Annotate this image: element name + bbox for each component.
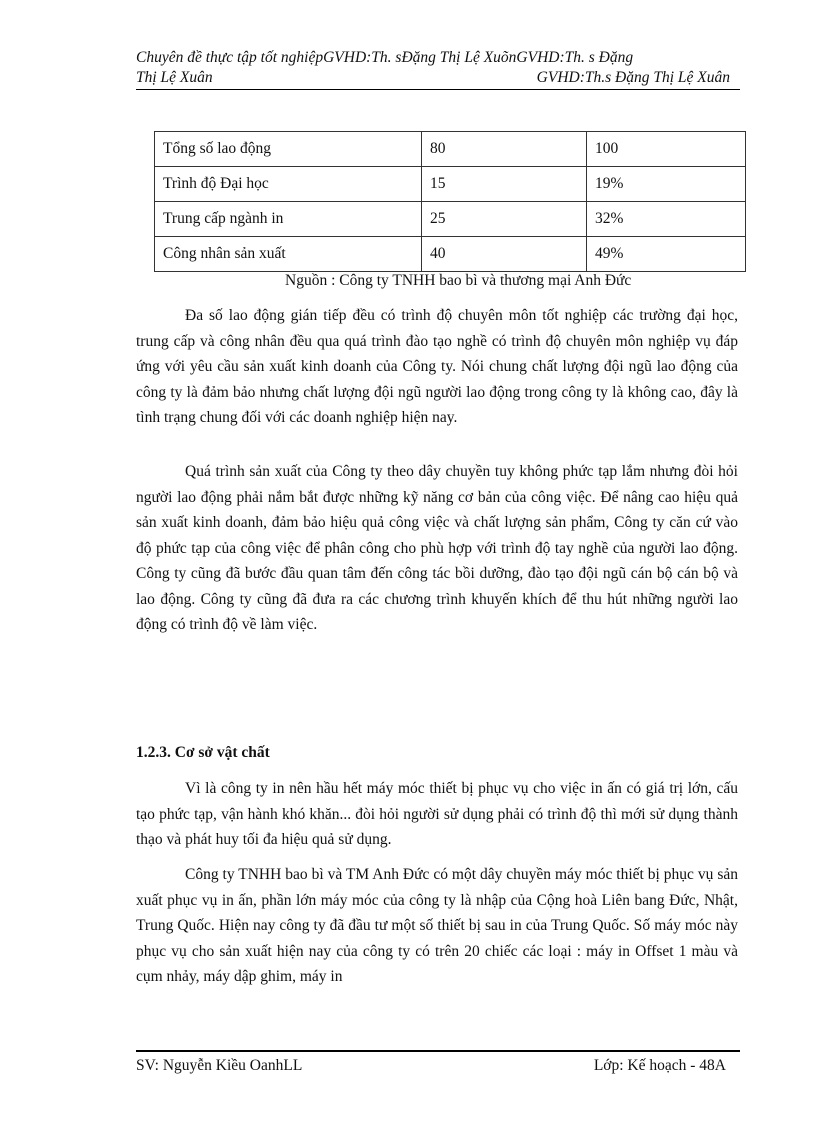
table-row bbox=[155, 237, 746, 272]
header-line-1: Chuyên đề thực tập tốt nghiệpGVHD:Th. sĐặng Thị Lệ XuõnGVHD:Th. s Đặng bbox=[136, 49, 634, 66]
header-line-2 bbox=[136, 68, 740, 88]
footer-divider bbox=[136, 1050, 740, 1052]
table-cell: Tổng số lao động bbox=[155, 132, 422, 167]
table-cell: 100 bbox=[587, 132, 746, 167]
table-cell: 80 bbox=[422, 132, 587, 167]
table-cell: Công nhân sản xuất bbox=[155, 237, 422, 272]
table-cell: 15 bbox=[422, 167, 587, 202]
header-line-2-right: GVHD:Th.s Đặng Thị Lệ Xuân bbox=[536, 69, 730, 86]
staff-table bbox=[154, 131, 746, 272]
table-cell: Trung cấp ngành in bbox=[155, 202, 422, 237]
table-source: Nguồn : Công ty TNHH bao bì và thương mại Anh Đức bbox=[285, 272, 632, 289]
page-header bbox=[136, 48, 740, 90]
table-row bbox=[155, 167, 746, 202]
table-cell: 19% bbox=[587, 167, 746, 202]
paragraph-3: Vì là công ty in nên hầu hết máy móc thiết bị phục vụ cho việc in ấn có giá trị lớn, cấu tạo phức tạp, vận hành khó khăn... đòi hỏi người sử dụng phải có trình độ thì mới sử dụng thành thạo và phát huy tối đa hiệu quả sử dụng. bbox=[136, 780, 738, 848]
paragraph-2: Quá trình sản xuất của Công ty theo dây chuyền tuy không phức tạp lắm nhưng đòi hỏi người lao động phải nắm bắt được những kỹ năng cơ bản của công việc. Để nâng cao hiệu quả sản xuất kinh doanh, đảm bảo hiệu quả công việc và chất lượng sản phẩm, Công ty căn cứ vào độ phức tạp của công việc để phân công cho phù hợp với trình độ tay nghề của người lao động. Công ty cũng đã bước đầu quan tâm đến công tác bồi dưỡng, đào tạo đội ngũ cán bộ cán bộ và lao động. Công ty cũng đã đưa ra các chương trình khuyến khích để thu hút những người lao động có trình độ về làm việc. bbox=[136, 463, 738, 633]
table-row bbox=[155, 132, 746, 167]
footer-class: Lớp: Kế hoạch - 48A bbox=[593, 1057, 726, 1074]
table-cell: 32% bbox=[587, 202, 746, 237]
table-cell: 49% bbox=[587, 237, 746, 272]
table-row bbox=[155, 202, 746, 237]
table-cell: 25 bbox=[422, 202, 587, 237]
footer-student: SV: Nguyễn Kiều OanhLL bbox=[136, 1057, 303, 1074]
paragraph-1: Đa số lao động gián tiếp đều có trình độ chuyên môn tốt nghiệp các trường đại học, trung cấp và công nhân đều qua quá trình đào tạo nghề có trình độ chuyên môn nghiệp vụ đáp ứng với yêu cầu sản xuất kinh doanh của Công ty. Nói chung chất lượng đội ngũ lao động của công ty là đảm bảo nhưng chất lượng đội ngũ người lao động trong công ty là không cao, đây là tình trạng chung đối với các doanh nghiệp hiện nay. bbox=[136, 307, 738, 426]
section-heading: 1.2.3. Cơ sở vật chất bbox=[136, 744, 270, 761]
paragraph-4: Công ty TNHH bao bì và TM Anh Đức có một dây chuyền máy móc thiết bị phục vụ sản xuất phục vụ in ấn, phần lớn máy móc của công ty là nhập của Cộng hoà Liên bang Đức, Nhật, Trung Quốc. Hiện nay công ty đã đầu tư một số thiết bị sau in của Trung Quốc. Số máy móc này phục vụ cho sản xuất hiện nay của công ty có trên 20 chiếc các loại : máy in Offset 1 màu và cụm nhảy, máy dập ghim, máy in bbox=[136, 866, 738, 985]
header-line-2-left: Thị Lệ Xuân bbox=[136, 69, 213, 86]
table-cell: 40 bbox=[422, 237, 587, 272]
table-cell: Trình độ Đại học bbox=[155, 167, 422, 202]
